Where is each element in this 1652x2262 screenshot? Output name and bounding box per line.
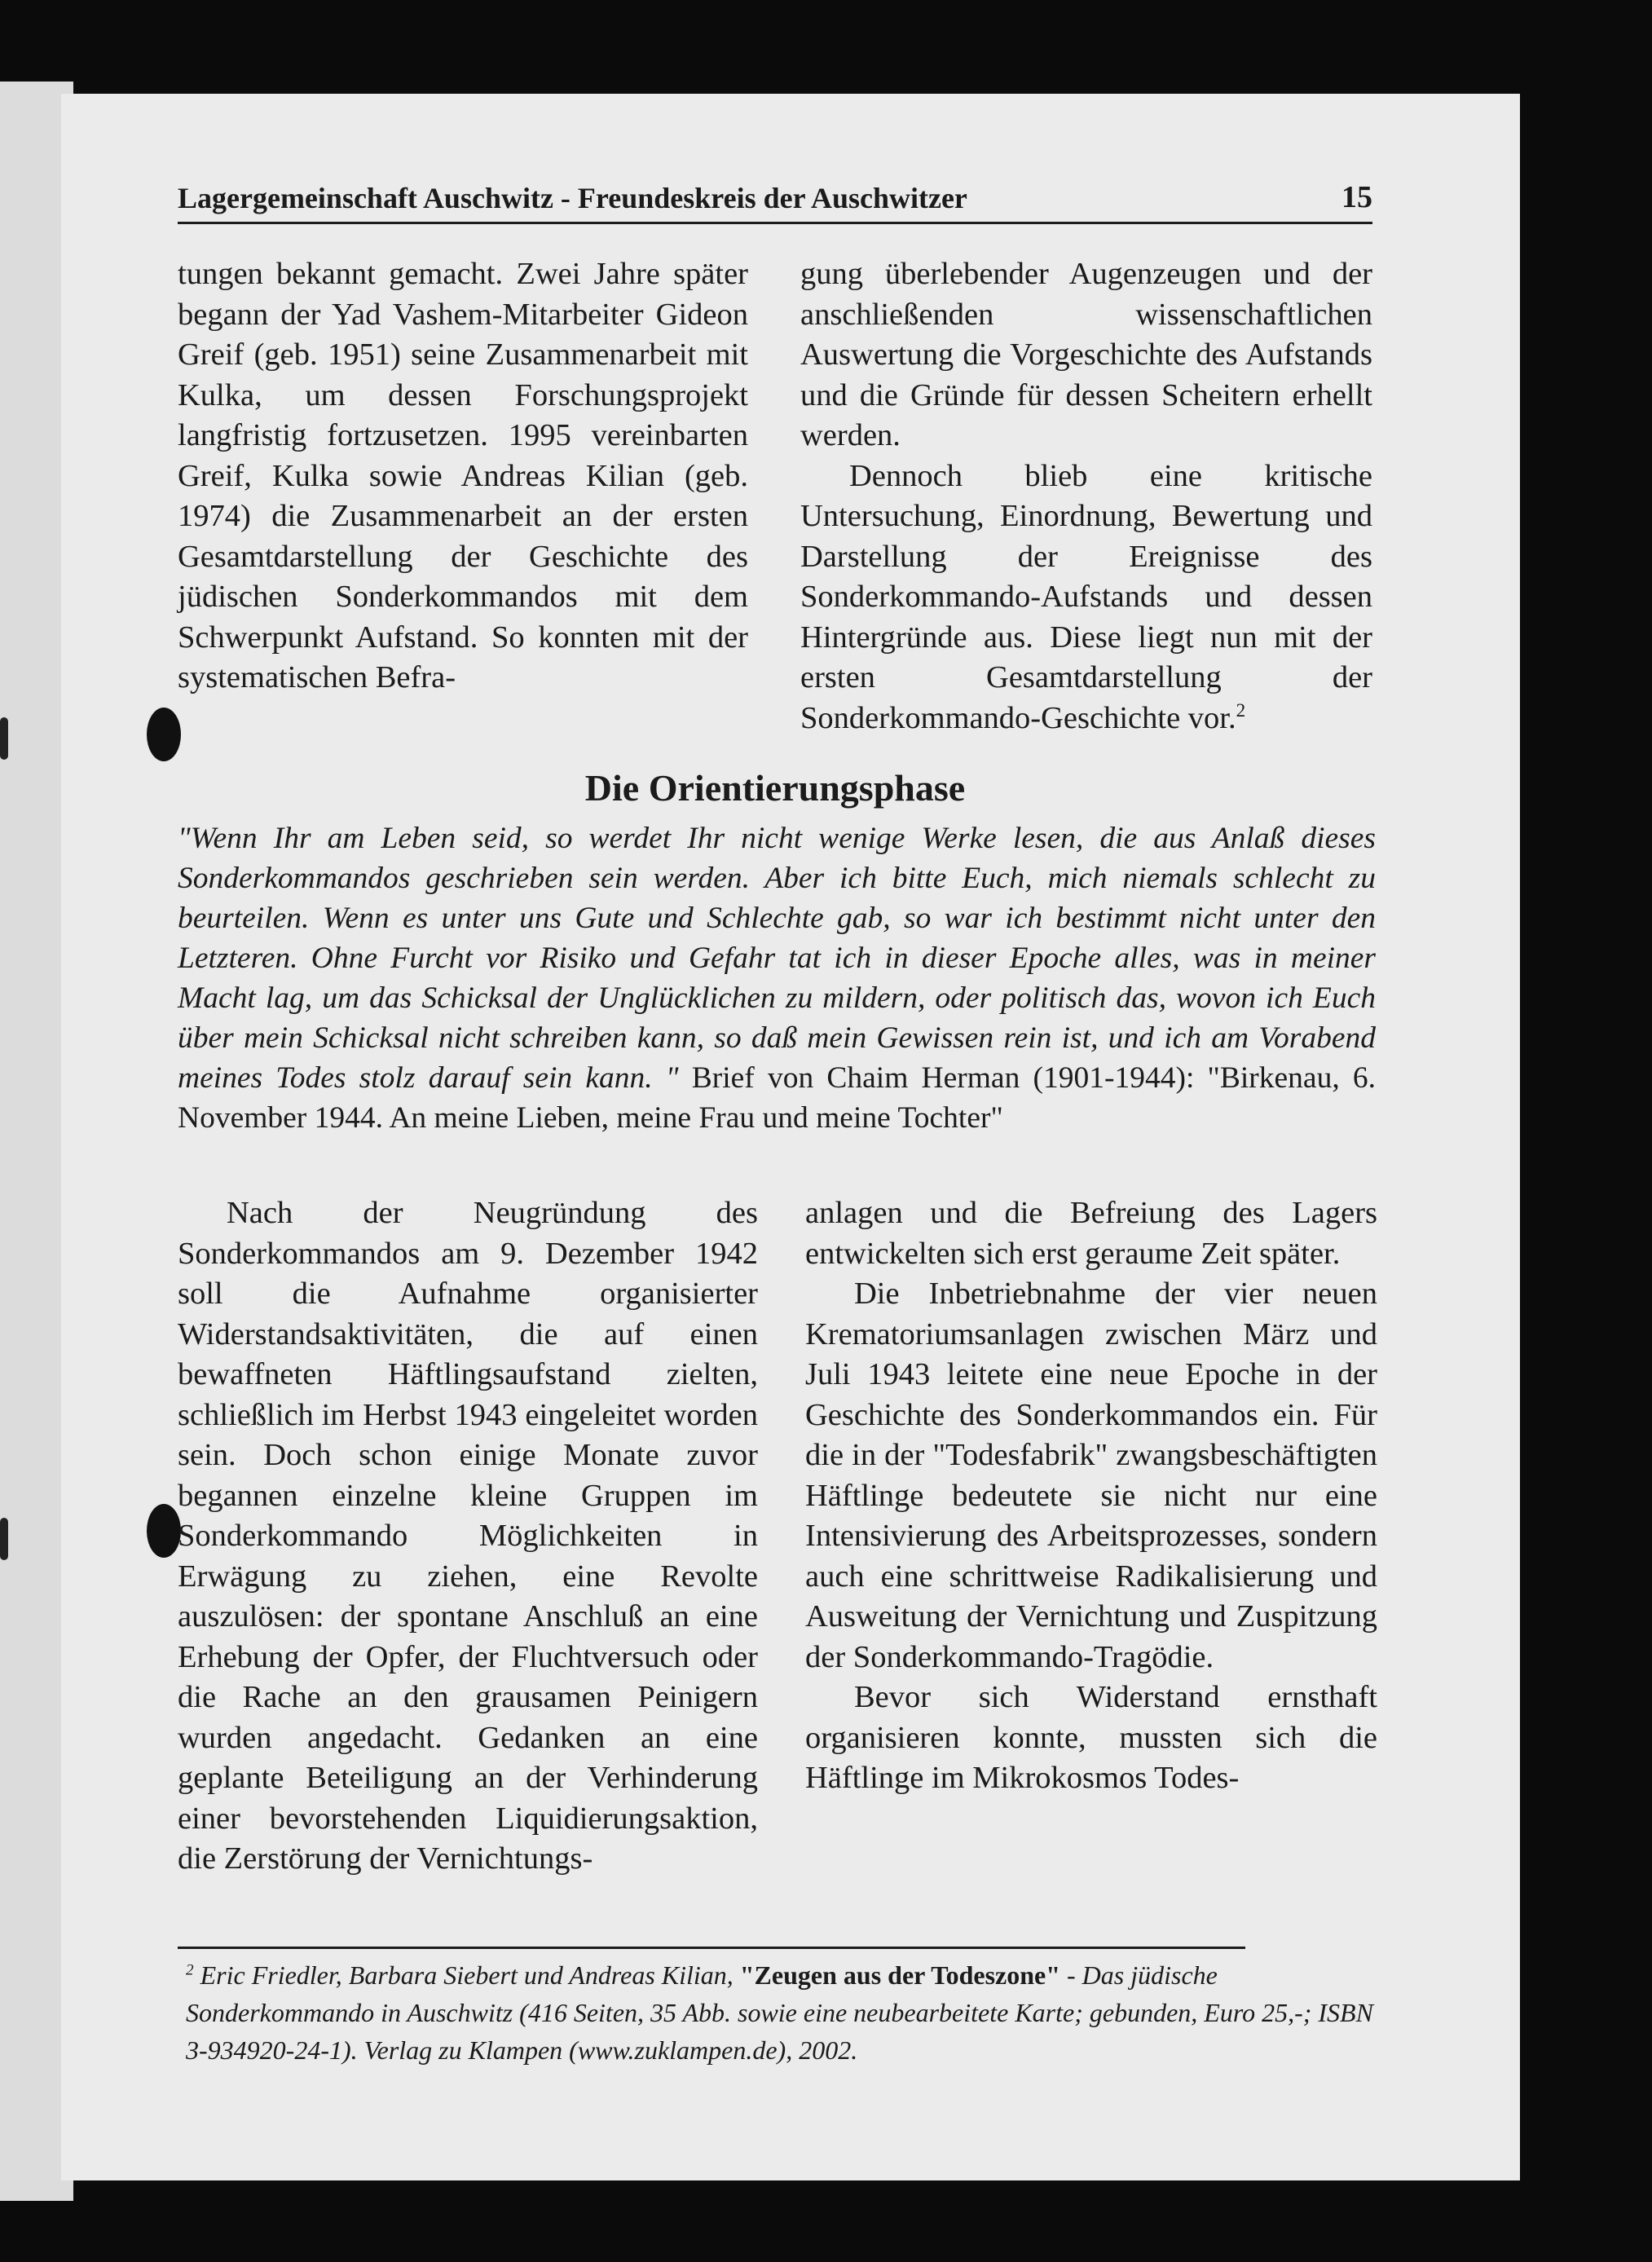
bottom-right-column: [805, 1193, 1377, 1799]
punch-hole: [147, 1504, 181, 1558]
paragraph: Bevor sich Widerstand ernsthaft organisieren konnte, mussten sich die Häftlinge im Mikrokosmos Todes-: [805, 1680, 1377, 1795]
paragraph: gung überlebender Augenzeugen und der anschließenden wissenschaftlichen Auswertung die Vorgeschichte des Aufstands und die Gründe für dessen Scheitern erhellt werden.: [800, 257, 1372, 452]
punch-hole: [147, 708, 181, 761]
paragraph: [800, 456, 1372, 739]
paragraph: tungen bekannt gemacht. Zwei Jahre später begann der Yad Vashem-Mitarbeiter Gideon Greif (geb. 1951) seine Zusammenarbeit mit Kulka, um dessen Forschungsprojekt langfristig fortzusetzen. 1995 vereinbarten Greif, Kulka sowie Andreas Kilian (geb. 1974) die Zusammenarbeit an der ersten Gesamtdarstellung der Geschichte des jüdischen Sonderkommandos mit dem Schwerpunkt Aufstand. So konnten mit der systematischen Befra-: [178, 257, 748, 694]
epigraph-quote: [178, 818, 1376, 1138]
footnote-number: 2: [186, 1961, 194, 1979]
edge-hole-mark: [0, 717, 8, 760]
quote-text: "Wenn Ihr am Leben seid, so werdet Ihr nicht wenige Werke lesen, die aus Anlaß dieses Sonderkommandos geschrieben sein werden. Aber ich bitte Euch, mich niemals schlecht zu beurteilen. Wenn es unter uns Gute und Schlechte gab, so war ich bestimmt nicht unter den Letzteren. Ohne Furcht vor Risiko und Gefahr tat ich in dieser Epoche alles, was in meiner Macht lag, um das Schicksal der Unglücklichen zu mildern, oder politisch das, wovon ich Euch über mein Schicksal nicht schreiben kann, so daß mein Gewissen rein ist, und ich am Vorabend meines Todes stolz darauf sein kann. ": [178, 822, 1376, 1095]
paragraph: anlagen und die Befreiung des Lagers entwickelten sich erst geraume Zeit später.: [805, 1196, 1377, 1271]
bottom-left-column: [178, 1193, 758, 1880]
footnote-reference: 2: [1236, 699, 1246, 721]
footnote-book-title: "Zeugen aus der Todeszone": [739, 1960, 1061, 1990]
edge-hole-mark: [0, 1518, 8, 1560]
section-heading: Die Orientierungsphase: [584, 767, 966, 809]
footnote-details: - Das jüdische Sonderkommando in Auschwitz (416 Seiten, 35 Abb. sowie eine neubearbeitete Karte; gebunden, Euro 25,-; ISBN 3-934920-24-1). Verlag zu Klampen (www.zuklampen.de), 2002.: [186, 1960, 1373, 2065]
running-header: [178, 171, 1372, 224]
footnote-authors: Eric Friedler, Barbara Siebert und Andreas Kilian,: [193, 1960, 740, 1990]
footnote: [186, 1956, 1384, 2069]
top-right-column: [800, 254, 1372, 739]
page-number: 15: [1341, 180, 1372, 214]
quote-attribution: Brief von Chaim Herman (1901-1944): "Birkenau, 6. November 1944. An meine Lieben, meine Frau und meine Tochter": [178, 1061, 1376, 1135]
footnote-separator: [178, 1947, 1245, 1949]
top-left-column: [178, 254, 748, 699]
paragraph: Nach der Neugründung des Sonderkommandos am 9. Dezember 1942 soll die Aufnahme organisierter Widerstandsaktivitäten, die auf einen bewaffneten Häftlingsaufstand zielten, schließlich im Herbst 1943 eingeleitet worden sein. Doch schon einige Monate zuvor begannen einzelne kleine Gruppen im Sonderkommando Möglichkeiten in Erwägung zu ziehen, eine Revolte auszulösen: der spontane Anschluß an eine Erhebung der Opfer, der Fluchtversuch oder die Rache an den grausamen Peinigern wurden angedacht. Gedanken an eine geplante Beteiligung an der Verhinderung einer bevorstehenden Liquidierungsaktion, die Zerstörung der Vernichtungs-: [178, 1196, 758, 1876]
running-header-title: Lagergemeinschaft Auschwitz - Freundeskreis der Auschwitzer: [178, 182, 967, 214]
paragraph: Die Inbetriebnahme der vier neuen Krematoriumsanlagen zwischen März und Juli 1943 leitete eine neue Epoche in der Geschichte des Sonderkommandos ein. Für die in der "Todesfabrik" zwangsbeschäftigten Häftlinge bedeutete sie nicht nur eine Intensivierung des Arbeitsprozesses, sondern auch eine schrittweise Radikalisierung und Ausweitung der Vernichtung und Zuspitzung der Sonderkommando-Tragödie.: [805, 1277, 1377, 1674]
paragraph-text: Dennoch blieb eine kritische Untersuchung, Einordnung, Bewertung und Darstellung der Ereignisse des Sonderkommando-Aufstands und dessen Hintergründe aus. Diese liegt nun mit der ersten Gesamtdarstellung der Sonderkommando-Geschichte vor.: [800, 458, 1372, 735]
